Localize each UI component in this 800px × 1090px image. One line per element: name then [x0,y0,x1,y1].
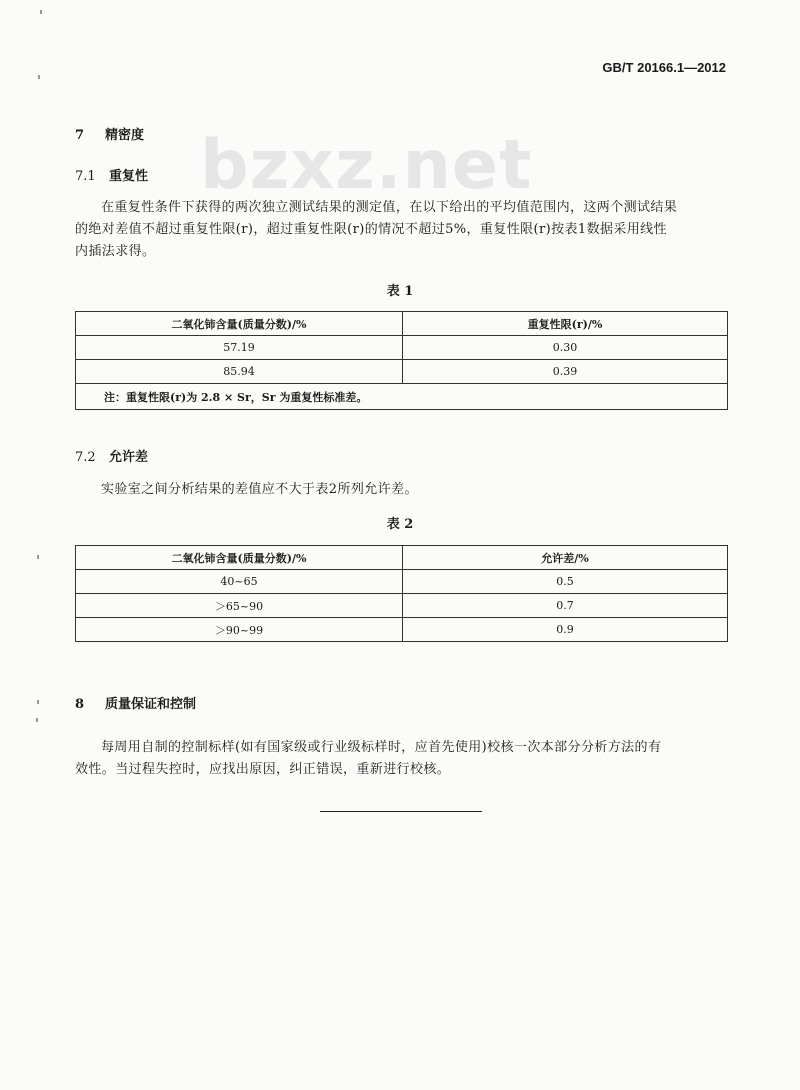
table-2-caption: 表 2 [386,517,414,532]
section-title: 重复性 [109,169,149,184]
section-title: 质量保证和控制 [105,697,197,712]
table-row [76,618,728,642]
table-row [76,570,728,594]
table-row [76,336,728,360]
watermark: bzxz.net [200,126,533,205]
scan-speck [36,718,38,722]
paragraph-line: 实验室之间分析结果的差值应不大于表2所列允许差。 [101,482,418,497]
section-title: 允许差 [109,450,149,465]
table-note-row [76,384,728,410]
table-row [76,360,728,384]
end-rule [320,811,482,812]
scan-speck [38,75,40,79]
scan-speck [40,10,42,14]
table-cell: 40~65 [76,570,403,594]
section-7-1-heading [75,165,148,184]
table-cell: 0.5 [403,570,728,594]
section-number: 7 [75,128,85,143]
table-cell: ＞65~90 [76,594,403,618]
table-note: 注：重复性限(r)为 2.8 × Sr，Sr 为重复性标准差。 [76,384,728,410]
table-cell: 0.39 [403,360,728,384]
standard-code: GB/T 20166.1—2012 [602,60,726,75]
table-cell: 0.9 [403,618,728,642]
column-header: 二氧化铈含量(质量分数)/% [76,312,403,336]
section-7-2-heading [75,446,148,465]
table-2 [75,545,728,642]
table-cell: 85.94 [76,360,403,384]
section-number: 8 [75,697,85,712]
section-8-heading [75,693,196,712]
paragraph-line: 效性。当过程失控时，应找出原因，纠正错误，重新进行校核。 [75,762,451,777]
section-number: 7.2 [75,450,96,465]
tolerance-paragraph [75,479,728,501]
section-number: 7.1 [75,169,96,184]
table-cell: 0.7 [403,594,728,618]
paragraph-line: 的绝对差值不超过重复性限(r)，超过重复性限(r)的情况不超过5%，重复性限(r)按表1数据采用线性 [75,222,667,237]
quality-control-paragraph [75,737,728,781]
column-header: 允许差/% [403,546,728,570]
table-header-row [76,312,728,336]
paragraph-line: 每周用自制的控制标样(如有国家级或行业级标样时，应首先使用)校核一次本部分分析方法的有 [101,740,662,755]
paragraph-line: 内插法求得。 [75,244,156,259]
table-cell: ＞90~99 [76,618,403,642]
table-1-caption: 表 1 [386,284,414,299]
scan-speck [37,700,39,704]
table-1 [75,311,728,410]
section-title: 精密度 [105,128,145,143]
section-7-heading [75,124,144,143]
column-header: 二氧化铈含量(质量分数)/% [76,546,403,570]
repeatability-paragraph [75,197,728,263]
table-cell: 57.19 [76,336,403,360]
paragraph-line: 在重复性条件下获得的两次独立测试结果的测定值，在以下给出的平均值范围内，这两个测试结果 [101,200,678,215]
table-row [76,594,728,618]
table-cell: 0.30 [403,336,728,360]
table-header-row [76,546,728,570]
scan-speck [37,555,39,559]
column-header: 重复性限(r)/% [403,312,728,336]
